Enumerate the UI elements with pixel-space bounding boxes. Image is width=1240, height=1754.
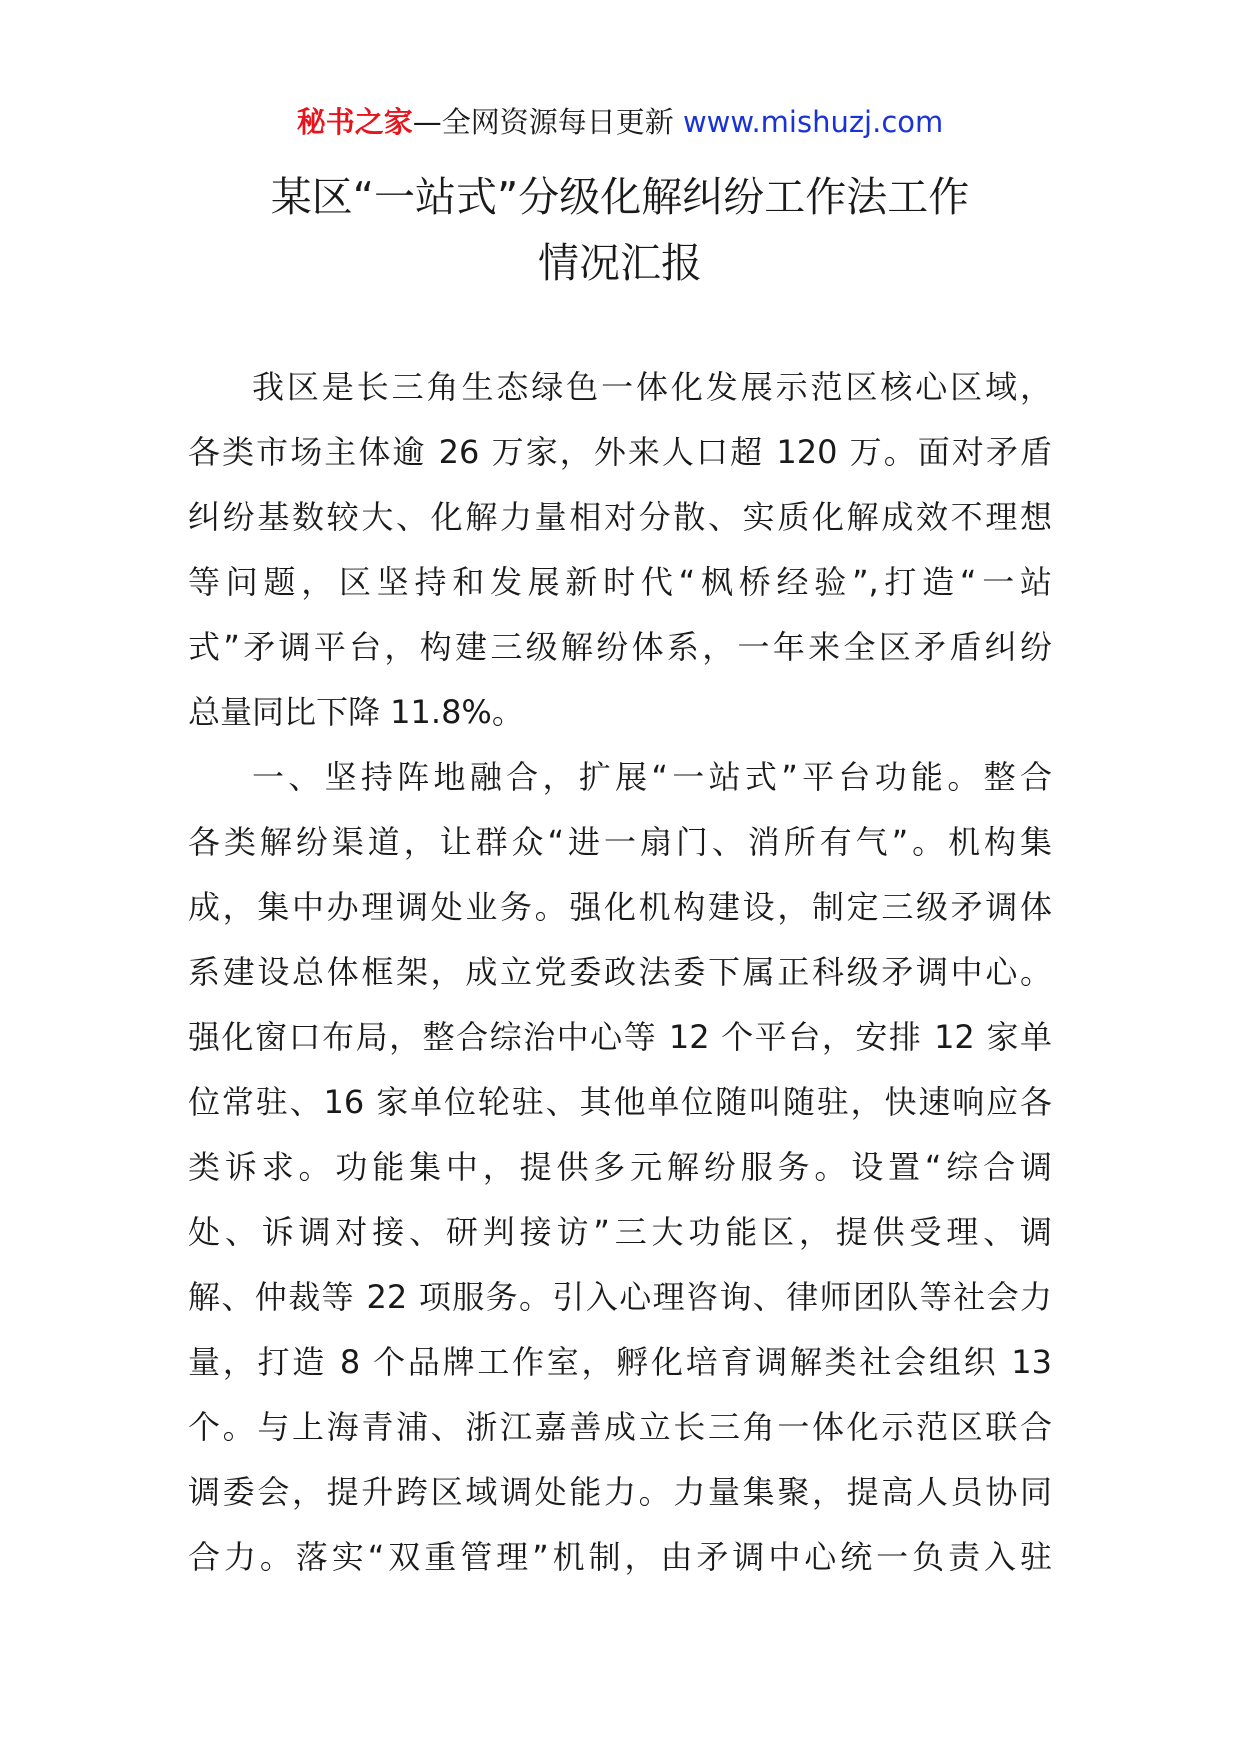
body-line: 我区是长三角生态绿色一体化发展示范区核心区域， (252, 368, 1052, 406)
body-line: 式”矛调平台，构建三级解纷体系，一年来全区矛盾纠纷 (188, 628, 1052, 666)
brand-name: 秘书之家 (296, 105, 413, 139)
body-line: 总量同比下降 11.8%。 (188, 693, 524, 731)
title-line-1: 某区“一站式”分级化解纠纷工作法工作 (270, 173, 970, 221)
body-line: 纠纷基数较大、化解力量相对分散、实质化解成效不理想 (188, 498, 1052, 536)
title-line-2: 情况汇报 (538, 239, 702, 287)
body-line: 等问题，区坚持和发展新时代“枫桥经验”,打造“一站 (188, 563, 1052, 601)
body-line: 处、诉调对接、研判接访”三大功能区，提供受理、调 (188, 1213, 1052, 1251)
body-line: 系建设总体框架，成立党委政法委下属正科级矛调中心。 (188, 953, 1052, 991)
body-line: 个。与上海青浦、浙江嘉善成立长三角一体化示范区联合 (188, 1408, 1052, 1446)
site-header (0, 102, 1240, 142)
body-line: 各类解纷渠道，让群众“进一扇门、消所有气”。机构集 (188, 823, 1052, 861)
site-url-link[interactable]: www.mishuzj.com (682, 105, 944, 139)
body-line: 类诉求。功能集中，提供多元解纷服务。设置“综合调 (188, 1148, 1052, 1186)
body-line: 强化窗口布局，整合综治中心等 12 个平台，安排 12 家单 (188, 1018, 1052, 1056)
document-body (188, 355, 1052, 1590)
body-line: 位常驻、16 家单位轮驻、其他单位随叫随驻，快速响应各 (188, 1083, 1052, 1121)
body-line: 各类市场主体逾 26 万家，外来人口超 120 万。面对矛盾 (188, 433, 1052, 471)
body-line: 量，打造 8 个品牌工作室，孵化培育调解类社会组织 13 (188, 1343, 1052, 1381)
body-line: 调委会，提升跨区域调处能力。力量集聚，提高人员协同 (188, 1473, 1052, 1511)
body-line: 合力。落实“双重管理”机制，由矛调中心统一负责入驻 (188, 1538, 1052, 1576)
header-tagline: —全网资源每日更新 (412, 105, 683, 139)
body-line: 一、坚持阵地融合，扩展“一站式”平台功能。整合 (252, 758, 1052, 796)
document-title (0, 164, 1240, 296)
body-line: 解、仲裁等 22 项服务。引入心理咨询、律师团队等社会力 (188, 1278, 1052, 1316)
body-line: 成，集中办理调处业务。强化机构建设，制定三级矛调体 (188, 888, 1052, 926)
